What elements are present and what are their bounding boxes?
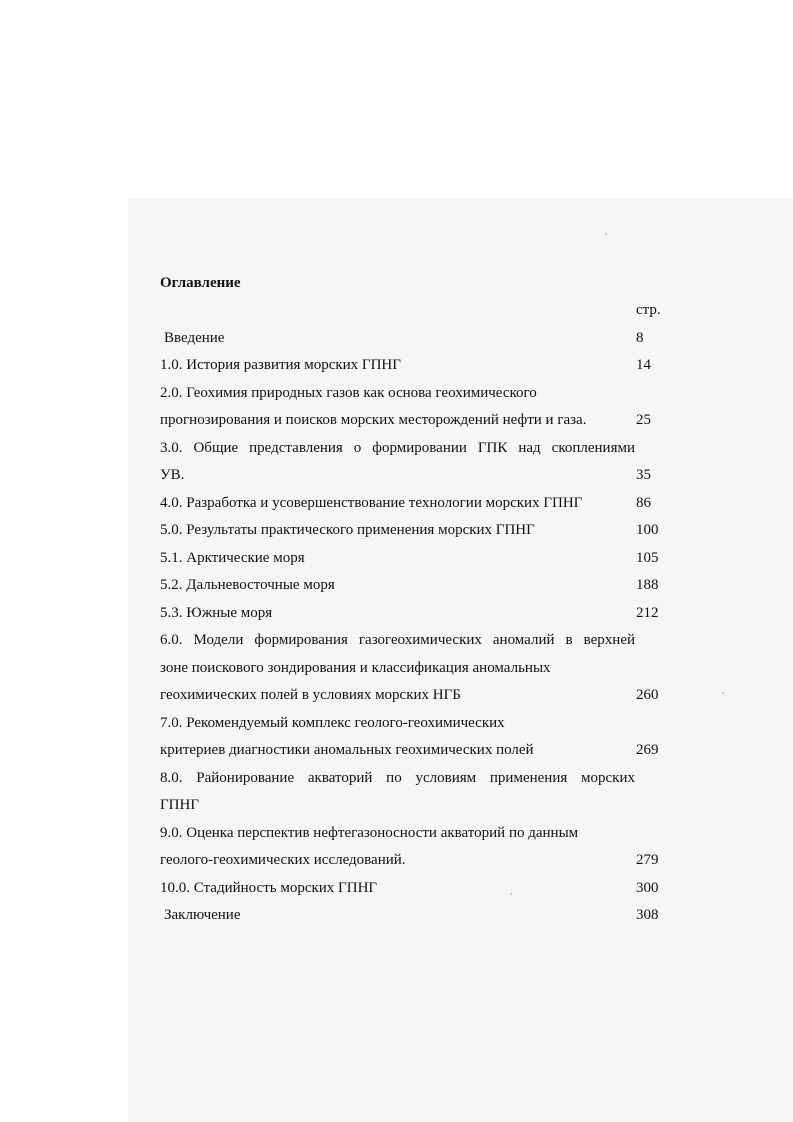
toc-page-number: 188 <box>636 577 659 593</box>
page-column-label: стр. <box>636 302 661 318</box>
toc-line: 5.0. Результаты практического применения морских ГПНГ <box>160 522 535 538</box>
toc-line: прогнозирования и поисков морских месторождений нефти и газа. <box>160 412 587 428</box>
toc-page-number: 35 <box>636 467 651 483</box>
toc-page-number: 8 <box>636 330 644 346</box>
toc-line: УВ. <box>160 467 185 483</box>
toc-line: 5.1. Арктические моря <box>160 550 305 566</box>
toc-page-number: 269 <box>636 742 659 758</box>
toc-line: 5.3. Южные моря <box>160 605 273 621</box>
toc-line: зоне поискового зондирования и классификация аномальных <box>160 660 551 676</box>
toc-line: 7.0. Рекомендуемый комплекс геолого-геохимических <box>160 715 505 731</box>
toc-page-number: 308 <box>636 907 659 923</box>
toc-line: ГПНГ <box>160 797 200 813</box>
toc-line: геолого-геохимических исследований. <box>160 852 406 868</box>
toc-line: критериев диагностики аномальных геохимических полей <box>160 742 534 758</box>
toc-page-number: 14 <box>636 357 651 373</box>
toc-line: 9.0. Оценка перспектив нефтегазоносности акваторий по данным <box>160 825 579 841</box>
scan-speck <box>722 692 724 694</box>
toc-line: 8.0. Районирование акваторий по условиям применения морских <box>160 770 635 786</box>
toc-line: 2.0. Геохимия природных газов как основа геохимического <box>160 385 537 401</box>
toc-page-number: 300 <box>636 880 659 896</box>
toc-line: 6.0. Модели формирования газогеохимических аномалий в верхней <box>160 632 635 648</box>
toc-page-number: 100 <box>636 522 659 538</box>
toc-line: Введение <box>164 330 225 346</box>
toc-page-number: 86 <box>636 495 651 511</box>
toc-page-number: 105 <box>636 550 659 566</box>
toc-page-number: 25 <box>636 412 651 428</box>
toc-line: геохимических полей в условиях морских НГБ <box>160 687 461 703</box>
toc-page-number: 260 <box>636 687 659 703</box>
toc-line: Заключение <box>164 907 241 923</box>
toc-title: Оглавление <box>160 275 241 291</box>
scan-speck <box>605 233 607 235</box>
toc-line: 3.0. Общие представления о формировании ГПК над скоплениями <box>160 440 635 456</box>
toc-page-number: 212 <box>636 605 659 621</box>
toc-page-number: 279 <box>636 852 659 868</box>
toc-line: 4.0. Разработка и усовершенствование технологии морских ГПНГ <box>160 495 583 511</box>
toc-line: 5.2. Дальневосточные моря <box>160 577 335 593</box>
toc-line: 10.0. Стадийность морских ГПНГ <box>160 880 378 896</box>
toc-line: 1.0. История развития морских ГПНГ <box>160 357 401 373</box>
